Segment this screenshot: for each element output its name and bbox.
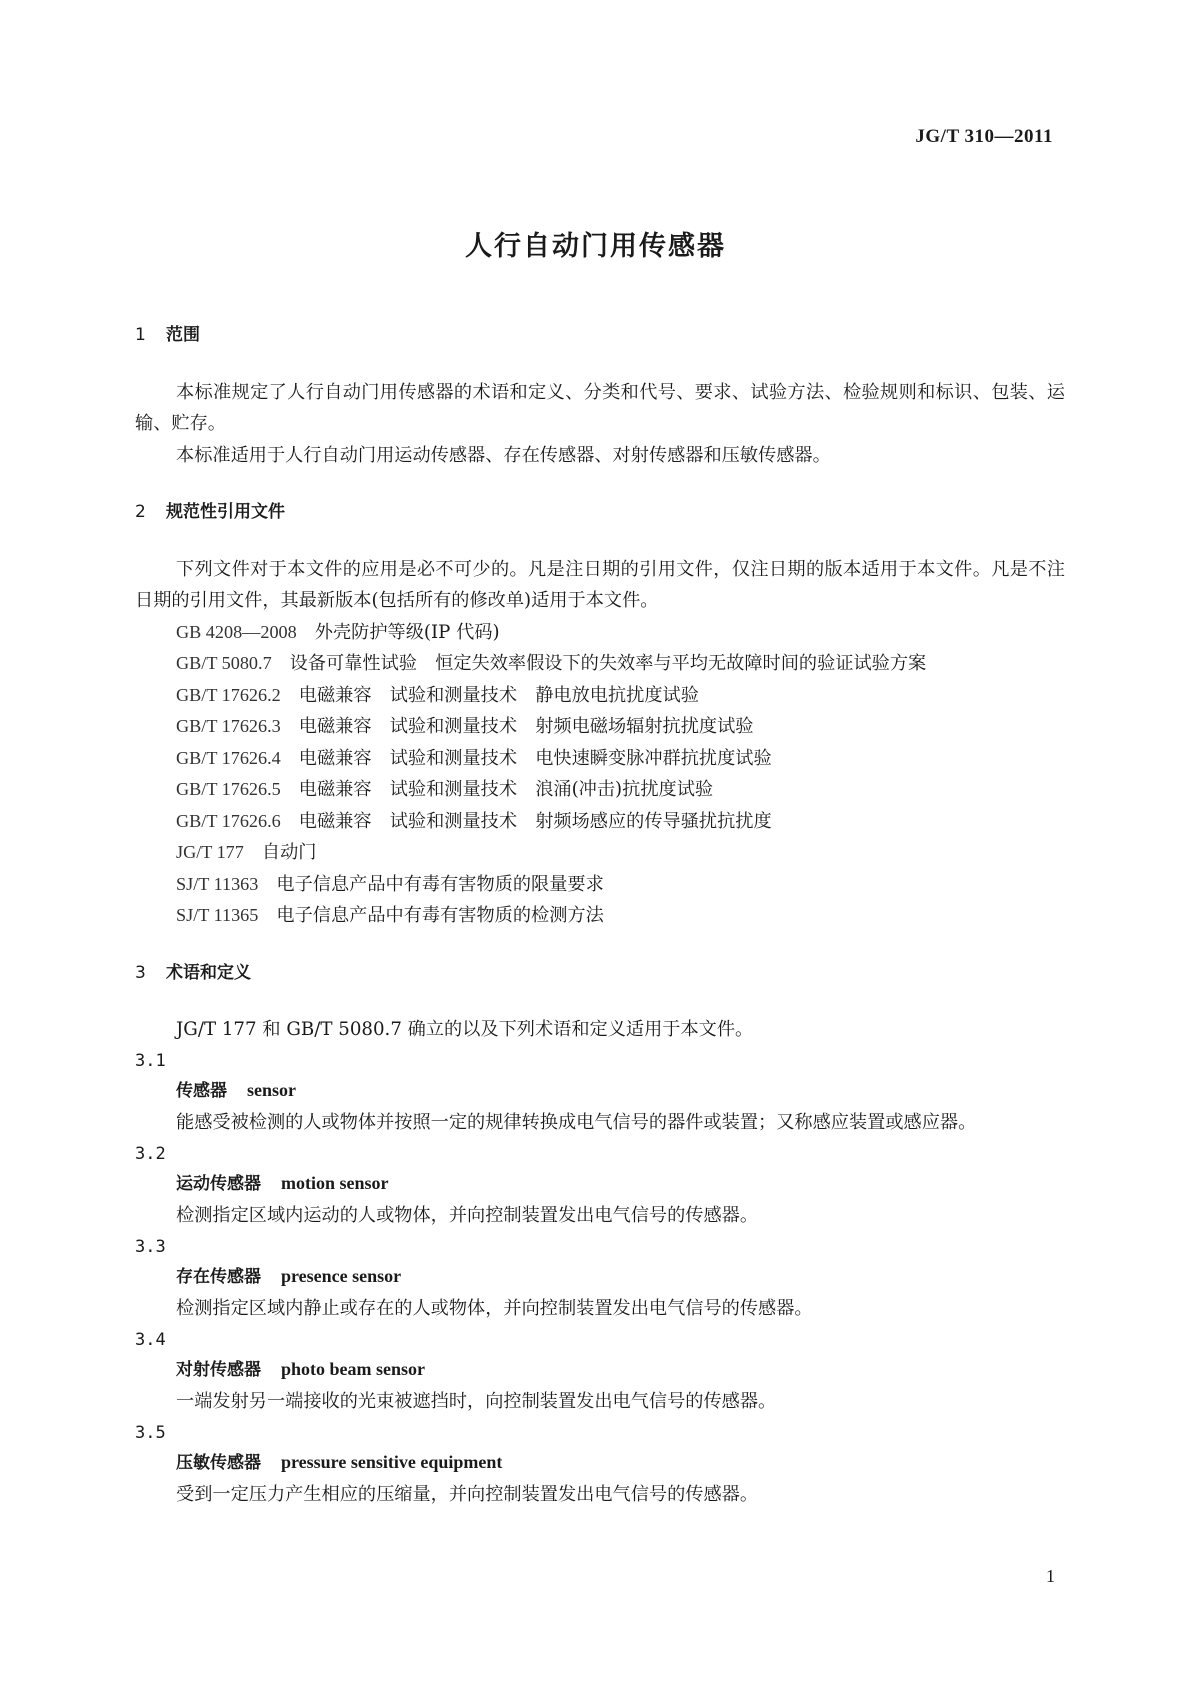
reference-item: GB/T 17626.2 电磁兼容 试验和测量技术 静电放电抗扰度试验	[176, 684, 699, 706]
paragraph: 下列文件对于本文件的应用是必不可少的。凡是注日期的引用文件，仅注日期的版本适用于本文件。凡是不注日期的引用文件，其最新版本(包括所有的修改单)适用于本文件。	[135, 558, 1065, 611]
reference-item: JG/T 177 自动门	[176, 842, 317, 863]
term-definition: 检测指定区域内运动的人或物体，并向控制装置发出电气信号的传感器。	[176, 1205, 759, 1226]
term-number: 3.3	[135, 1236, 166, 1257]
reference-item: GB/T 17626.6 电磁兼容 试验和测量技术 射频场感应的传导骚扰抗扰度	[176, 810, 772, 832]
paragraph: 本标准适用于人行自动门用运动传感器、存在传感器、对射传感器和压敏传感器。	[176, 444, 831, 466]
term-entry	[135, 1327, 1065, 1418]
section-number: 2	[135, 502, 146, 522]
reference-item: SJ/T 11365 电子信息产品中有毒有害物质的检测方法	[176, 905, 604, 926]
reference-item: SJ/T 11363 电子信息产品中有毒有害物质的限量要求	[176, 873, 604, 895]
section-3-heading	[135, 958, 1065, 990]
term-entry	[135, 1141, 1065, 1232]
reference-item: GB/T 17626.5 电磁兼容 试验和测量技术 浪涌(冲击)抗扰度试验	[176, 779, 714, 800]
standard-code: JG/T 310—2011	[915, 126, 1053, 147]
reference-item: GB/T 17626.3 电磁兼容 试验和测量技术 射频电磁场辐射抗扰度试验	[176, 716, 754, 737]
term-number: 3.4	[135, 1329, 166, 1350]
term-number: 3.2	[135, 1143, 166, 1164]
term-definition: 受到一定压力产生相应的压缩量，并向控制装置发出电气信号的传感器。	[176, 1484, 759, 1505]
document-body	[135, 320, 1065, 1511]
reference-list	[135, 617, 1065, 932]
term-name: 运动传感器 motion sensor	[176, 1172, 389, 1194]
term-definition: 能感受被检测的人或物体并按照一定的规律转换成电气信号的器件或装置；又称感应装置或感应器。	[176, 1112, 977, 1133]
term-name: 存在传感器 presence sensor	[176, 1265, 402, 1287]
section-title: 规范性引用文件	[166, 502, 285, 522]
section-title: 术语和定义	[166, 962, 251, 983]
term-name: 对射传感器 photo beam sensor	[176, 1358, 426, 1380]
section-title: 范围	[166, 325, 200, 345]
section-number: 1	[135, 325, 146, 345]
reference-item: GB/T 5080.7 设备可靠性试验 恒定失效率假设下的失效率与平均无故障时间的验证试验方案	[176, 653, 927, 674]
term-definition: 一端发射另一端接收的光束被遮挡时，向控制装置发出电气信号的传感器。	[176, 1391, 777, 1412]
term-definition: 检测指定区域内静止或存在的人或物体，并向控制装置发出电气信号的传感器。	[176, 1298, 813, 1319]
page-title: 人行自动门用传感器	[465, 231, 726, 262]
reference-item: GB 4208—2008 外壳防护等级(IP 代码)	[176, 621, 500, 643]
term-name: 传感器 sensor	[176, 1079, 296, 1101]
section-2-heading	[135, 497, 1065, 529]
term-number: 3.1	[135, 1050, 166, 1071]
section-1-heading	[135, 320, 1065, 352]
page-number: 1	[1046, 1566, 1055, 1586]
term-name: 压敏传感器 pressure sensitive equipment	[176, 1451, 503, 1473]
term-entry	[135, 1420, 1065, 1511]
reference-item: GB/T 17626.4 电磁兼容 试验和测量技术 电快速瞬变脉冲群抗扰度试验	[176, 747, 772, 769]
paragraph: 本标准规定了人行自动门用传感器的术语和定义、分类和代号、要求、试验方法、检验规则和标识、包装、运输、贮存。	[135, 381, 1065, 434]
term-number: 3.5	[135, 1422, 166, 1443]
section-number: 3	[135, 962, 146, 983]
paragraph: JG/T 177 和 GB/T 5080.7 确立的以及下列术语和定义适用于本文件。	[176, 1019, 754, 1040]
term-entry	[135, 1048, 1065, 1139]
term-entry	[135, 1234, 1065, 1325]
